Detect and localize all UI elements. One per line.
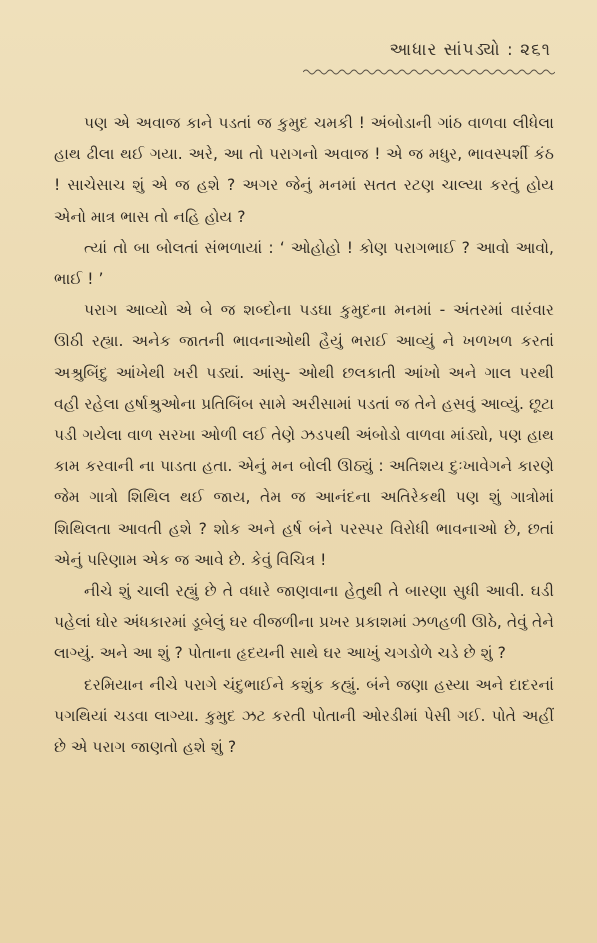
paragraph-2: ત્યાં તો બા બોલતાં સંભળાયાં : ‘ ઓહોહો ! કોણ પરાગભાઈ ? આવો આવો, ભાઈ ! ’ bbox=[54, 238, 554, 289]
running-head: આધાર સાંપડ્યો : ૨૬૧ bbox=[389, 40, 551, 60]
paragraph-3: પરાગ આવ્યો એ બે જ શબ્દોના પડઘા કુમુદના મનમાં - અંતરમાં વારંવાર ઊઠી રહ્યા. અનેક જાતની ભાવનાઓથી હૈયું ભરાઈ આવ્યું ને ખળખળ કરતાં અશ્રુબિંદુ આંખેથી ખરી પડ્યાં. આંસુ- ઓથી છલકાતી આંખો અને ગાલ પરથી વહી રહેલા હર્ષાશ્રુઓના પ્રતિબિંબ સામે અરીસામાં પડતાં જ તેને હસવું આવ્યું. છૂટા પડી ગયેલા વાળ સરખા ઓળી લઈ તેણે ઝડપથી અંબોડો વાળવા માંડ્યો, પણ હાથ કામ કરવાની ના પાડતા હતા. એનું મન બોલી ઊઠ્યું : અતિશય દુઃખાવેગને કારણે જેમ ગાત્રો શિથિલ થઈ જાય, તેમ જ આનંદના અતિરેકથી પણ શું ગાત્રોમાં શિથિલતા આવતી હશે ? શોક અને હર્ષ બંને પરસ્પર વિરોધી ભાવનાઓ છે, છતાં એનું પરિણામ એક જ આવે છે. કેવું વિચિત્ર ! bbox=[54, 301, 554, 569]
paragraph-1: પણ એ અવાજ કાને પડતાં જ કુમુદ ચમકી ! અંબોડાની ગાંઠ વાળવા લીધેલા હાથ ઢીલા થઈ ગયા. અરે, આ તો પરાગનો અવાજ ! એ જ મધુર, ભાવસ્પર્શી કંઠ ! સાચેસાચ શું એ જ હશે ? અગર જેનું મનમાં સતત રટણ ચાલ્યા કરતું હોય એનો માત્ર ભાસ તો નહિ હોય ? bbox=[54, 114, 554, 226]
body-text bbox=[54, 108, 554, 763]
header-wavy-rule bbox=[303, 68, 555, 76]
paragraph-5: દરમિયાન નીચે પરાગે ચંદુભાઈને કશુંક કહ્યું. બંને જણા હસ્યા અને દાદરનાં પગથિયાં ચડવા લાગ્યા. કુમુદ ઝટ કરતી પોતાની ઓરડીમાં પેસી ગઈ. પોતે અહીં છે એ પરાગ જાણતો હશે શું ? bbox=[54, 675, 554, 757]
paragraph-4: નીચે શું ચાલી રહ્યું છે તે વધારે જાણવાના હેતુથી તે બારણા સુધી આવી. ઘડી પહેલાં ઘોર અંધકારમાં ડૂબેલું ઘર વીજળીના પ્રખર પ્રકાશમાં ઝળહળી ઊઠે, તેવું તેને લાગ્યું. અને આ શું ? પોતાના હૃદયની સાથે ઘર આખું ચગડોળે ચડે છે શું ? bbox=[54, 582, 554, 663]
